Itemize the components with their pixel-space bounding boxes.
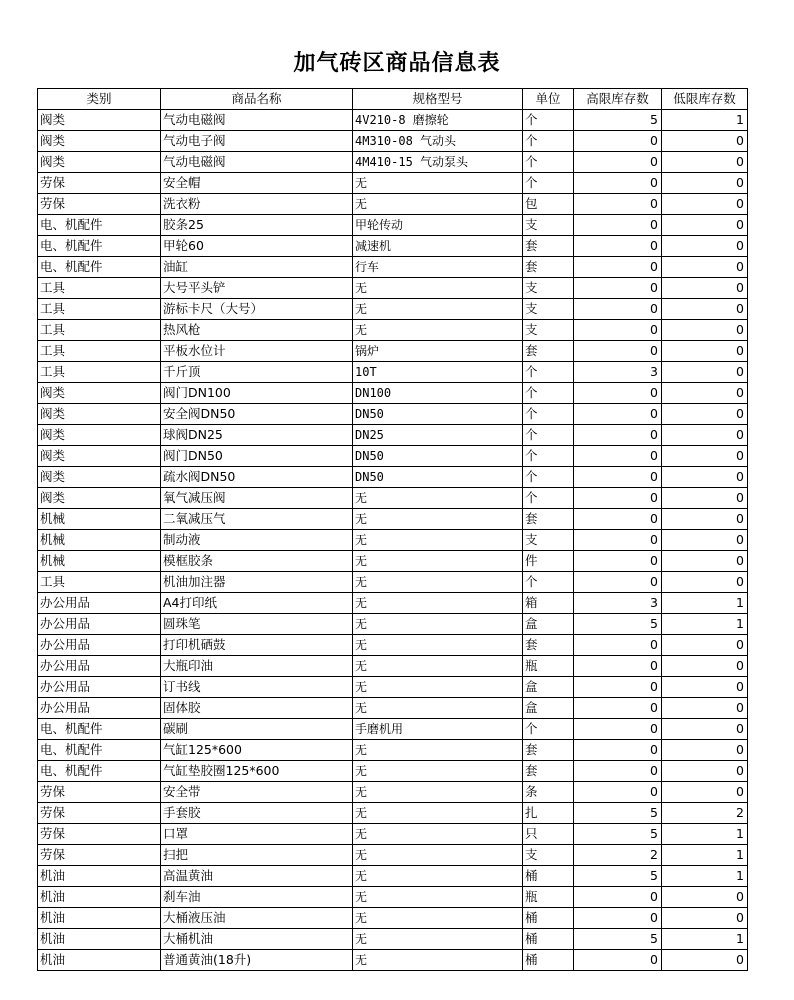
min-stock-cell: 0 [662,677,748,698]
min-stock-cell: 0 [662,740,748,761]
table-row [38,845,748,866]
product-name-cell: 阀门DN50 [161,446,353,467]
spec-cell: 无 [353,488,523,509]
unit-cell: 个 [523,446,574,467]
min-stock-cell: 0 [662,887,748,908]
table-row [38,929,748,950]
max-stock-cell: 0 [574,257,662,278]
max-stock-cell: 0 [574,446,662,467]
category-cell: 工具 [38,278,161,299]
table-row [38,719,748,740]
spec-cell: 减速机 [353,236,523,257]
table-row [38,782,748,803]
table-row [38,908,748,929]
table-row [38,320,748,341]
unit-cell: 个 [523,110,574,131]
category-cell: 电、机配件 [38,215,161,236]
unit-cell: 个 [523,572,574,593]
spec-cell: 无 [353,320,523,341]
inventory-table [37,88,748,971]
spec-cell: 无 [353,572,523,593]
spec-cell: 无 [353,530,523,551]
min-stock-cell: 0 [662,173,748,194]
max-stock-cell: 0 [574,131,662,152]
product-name-cell: 安全帽 [161,173,353,194]
col-header-min-stock: 低限库存数 [662,89,748,110]
product-name-cell: 碳刷 [161,719,353,740]
table-row [38,467,748,488]
max-stock-cell: 5 [574,824,662,845]
max-stock-cell: 0 [574,740,662,761]
max-stock-cell: 0 [574,425,662,446]
table-row [38,446,748,467]
max-stock-cell: 5 [574,614,662,635]
max-stock-cell: 0 [574,950,662,971]
min-stock-cell: 0 [662,908,748,929]
category-cell: 机油 [38,887,161,908]
category-cell: 办公用品 [38,698,161,719]
category-cell: 电、机配件 [38,761,161,782]
product-name-cell: 模框胶条 [161,551,353,572]
product-name-cell: 手套胶 [161,803,353,824]
unit-cell: 瓶 [523,887,574,908]
min-stock-cell: 0 [662,467,748,488]
table-row [38,509,748,530]
category-cell: 阀类 [38,131,161,152]
product-name-cell: 固体胶 [161,698,353,719]
unit-cell: 件 [523,551,574,572]
min-stock-cell: 0 [662,509,748,530]
unit-cell: 个 [523,488,574,509]
col-header-product-name: 商品名称 [161,89,353,110]
min-stock-cell: 0 [662,341,748,362]
spec-cell: 无 [353,173,523,194]
min-stock-cell: 1 [662,866,748,887]
min-stock-cell: 0 [662,362,748,383]
table-row [38,236,748,257]
unit-cell: 只 [523,824,574,845]
product-name-cell: 游标卡尺（大号） [161,299,353,320]
product-name-cell: 热风枪 [161,320,353,341]
table-row [38,698,748,719]
table-row [38,257,748,278]
unit-cell: 盒 [523,698,574,719]
table-row [38,740,748,761]
product-name-cell: 安全阀DN50 [161,404,353,425]
spec-cell: 无 [353,677,523,698]
min-stock-cell: 0 [662,698,748,719]
spec-cell: 无 [353,614,523,635]
spec-cell: 行车 [353,257,523,278]
table-row [38,131,748,152]
table-row [38,425,748,446]
unit-cell: 箱 [523,593,574,614]
col-header-spec: 规格型号 [353,89,523,110]
table-row [38,656,748,677]
col-header-category: 类别 [38,89,161,110]
max-stock-cell: 0 [574,488,662,509]
min-stock-cell: 0 [662,572,748,593]
table-row [38,341,748,362]
category-cell: 电、机配件 [38,236,161,257]
spec-cell: 手磨机用 [353,719,523,740]
category-cell: 工具 [38,299,161,320]
min-stock-cell: 1 [662,824,748,845]
category-cell: 办公用品 [38,593,161,614]
unit-cell: 盒 [523,614,574,635]
min-stock-cell: 0 [662,782,748,803]
unit-cell: 套 [523,509,574,530]
unit-cell: 桶 [523,866,574,887]
min-stock-cell: 0 [662,425,748,446]
table-row [38,572,748,593]
product-name-cell: 洗衣粉 [161,194,353,215]
table-body [38,110,748,971]
min-stock-cell: 0 [662,194,748,215]
unit-cell: 支 [523,299,574,320]
min-stock-cell: 0 [662,278,748,299]
unit-cell: 个 [523,467,574,488]
category-cell: 机油 [38,866,161,887]
product-name-cell: 订书线 [161,677,353,698]
max-stock-cell: 0 [574,236,662,257]
table-row [38,404,748,425]
category-cell: 阀类 [38,488,161,509]
spec-cell: 无 [353,194,523,215]
spec-cell: 4V210-8 磨擦轮 [353,110,523,131]
unit-cell: 包 [523,194,574,215]
category-cell: 办公用品 [38,614,161,635]
spec-cell: 4M310-08 气动头 [353,131,523,152]
max-stock-cell: 0 [574,509,662,530]
max-stock-cell: 0 [574,656,662,677]
table-row [38,215,748,236]
spec-cell: 无 [353,593,523,614]
product-name-cell: 普通黄油(18升) [161,950,353,971]
max-stock-cell: 0 [574,194,662,215]
table-row [38,824,748,845]
product-name-cell: 制动液 [161,530,353,551]
spec-cell: 无 [353,929,523,950]
category-cell: 机油 [38,950,161,971]
category-cell: 劳保 [38,782,161,803]
unit-cell: 个 [523,404,574,425]
unit-cell: 个 [523,131,574,152]
product-name-cell: 气动电子阀 [161,131,353,152]
unit-cell: 支 [523,320,574,341]
product-name-cell: 气动电磁阀 [161,110,353,131]
table-row [38,488,748,509]
min-stock-cell: 0 [662,152,748,173]
min-stock-cell: 1 [662,593,748,614]
min-stock-cell: 0 [662,404,748,425]
spec-cell: 无 [353,803,523,824]
min-stock-cell: 0 [662,719,748,740]
max-stock-cell: 0 [574,152,662,173]
max-stock-cell: 0 [574,719,662,740]
min-stock-cell: 0 [662,215,748,236]
category-cell: 阀类 [38,425,161,446]
product-name-cell: 大号平头铲 [161,278,353,299]
max-stock-cell: 0 [574,320,662,341]
unit-cell: 条 [523,782,574,803]
table-row [38,362,748,383]
table-row [38,194,748,215]
max-stock-cell: 0 [574,698,662,719]
category-cell: 工具 [38,362,161,383]
spec-cell: 无 [353,299,523,320]
product-name-cell: 扫把 [161,845,353,866]
spec-cell: 无 [353,635,523,656]
max-stock-cell: 0 [574,215,662,236]
table-row [38,173,748,194]
product-name-cell: 疏水阀DN50 [161,467,353,488]
product-name-cell: 刹车油 [161,887,353,908]
category-cell: 阀类 [38,404,161,425]
product-name-cell: 甲轮60 [161,236,353,257]
max-stock-cell: 0 [574,530,662,551]
spec-cell: 无 [353,509,523,530]
spec-cell: 无 [353,950,523,971]
unit-cell: 套 [523,635,574,656]
spec-cell: DN50 [353,404,523,425]
max-stock-cell: 0 [574,173,662,194]
spec-cell: 无 [353,887,523,908]
table-row [38,299,748,320]
max-stock-cell: 0 [574,572,662,593]
unit-cell: 个 [523,152,574,173]
category-cell: 机油 [38,929,161,950]
max-stock-cell: 2 [574,845,662,866]
min-stock-cell: 1 [662,845,748,866]
spec-cell: 10T [353,362,523,383]
spec-cell: 无 [353,845,523,866]
product-name-cell: 阀门DN100 [161,383,353,404]
table-row [38,866,748,887]
category-cell: 机油 [38,908,161,929]
category-cell: 电、机配件 [38,719,161,740]
category-cell: 电、机配件 [38,740,161,761]
unit-cell: 套 [523,257,574,278]
category-cell: 劳保 [38,803,161,824]
max-stock-cell: 0 [574,887,662,908]
spec-cell: 无 [353,908,523,929]
max-stock-cell: 5 [574,803,662,824]
spec-cell: DN25 [353,425,523,446]
spec-cell: 4M410-15 气动泵头 [353,152,523,173]
unit-cell: 个 [523,425,574,446]
category-cell: 办公用品 [38,656,161,677]
category-cell: 机械 [38,551,161,572]
min-stock-cell: 0 [662,383,748,404]
table-row [38,950,748,971]
min-stock-cell: 0 [662,950,748,971]
unit-cell: 支 [523,530,574,551]
product-name-cell: 机油加注器 [161,572,353,593]
unit-cell: 支 [523,845,574,866]
col-header-max-stock: 高限库存数 [574,89,662,110]
min-stock-cell: 0 [662,530,748,551]
unit-cell: 桶 [523,908,574,929]
spec-cell: 无 [353,740,523,761]
category-cell: 劳保 [38,845,161,866]
category-cell: 劳保 [38,824,161,845]
product-name-cell: 气缸125*600 [161,740,353,761]
category-cell: 阀类 [38,383,161,404]
unit-cell: 套 [523,341,574,362]
max-stock-cell: 5 [574,929,662,950]
product-name-cell: 氧气减压阀 [161,488,353,509]
col-header-unit: 单位 [523,89,574,110]
min-stock-cell: 0 [662,635,748,656]
product-name-cell: 圆珠笔 [161,614,353,635]
table-row [38,383,748,404]
category-cell: 办公用品 [38,677,161,698]
spec-cell: DN100 [353,383,523,404]
unit-cell: 套 [523,740,574,761]
category-cell: 阀类 [38,467,161,488]
table-row [38,110,748,131]
category-cell: 电、机配件 [38,257,161,278]
product-name-cell: 二氧减压气 [161,509,353,530]
min-stock-cell: 0 [662,257,748,278]
unit-cell: 个 [523,719,574,740]
spec-cell: 无 [353,698,523,719]
page-title: 加气砖区商品信息表 [293,50,501,76]
category-cell: 工具 [38,341,161,362]
max-stock-cell: 0 [574,908,662,929]
unit-cell: 套 [523,761,574,782]
table-row [38,887,748,908]
category-cell: 机械 [38,530,161,551]
unit-cell: 支 [523,215,574,236]
max-stock-cell: 5 [574,866,662,887]
product-name-cell: 气缸垫胶圈125*600 [161,761,353,782]
min-stock-cell: 0 [662,236,748,257]
product-name-cell: 大瓶印油 [161,656,353,677]
product-name-cell: 气动电磁阀 [161,152,353,173]
spec-cell: 锅炉 [353,341,523,362]
category-cell: 机械 [38,509,161,530]
max-stock-cell: 0 [574,341,662,362]
spec-cell: 无 [353,551,523,572]
max-stock-cell: 0 [574,278,662,299]
max-stock-cell: 5 [574,110,662,131]
min-stock-cell: 0 [662,299,748,320]
min-stock-cell: 0 [662,131,748,152]
table-row [38,614,748,635]
max-stock-cell: 0 [574,467,662,488]
product-name-cell: 安全带 [161,782,353,803]
max-stock-cell: 0 [574,551,662,572]
unit-cell: 桶 [523,950,574,971]
min-stock-cell: 0 [662,656,748,677]
max-stock-cell: 0 [574,761,662,782]
spec-cell: 无 [353,761,523,782]
category-cell: 工具 [38,320,161,341]
category-cell: 劳保 [38,173,161,194]
category-cell: 劳保 [38,194,161,215]
max-stock-cell: 0 [574,404,662,425]
min-stock-cell: 0 [662,488,748,509]
table-row [38,530,748,551]
category-cell: 办公用品 [38,635,161,656]
product-name-cell: 球阀DN25 [161,425,353,446]
product-name-cell: 千斤顶 [161,362,353,383]
category-cell: 阀类 [38,110,161,131]
min-stock-cell: 1 [662,110,748,131]
max-stock-cell: 3 [574,362,662,383]
unit-cell: 套 [523,236,574,257]
header-row [38,89,748,110]
table-row [38,761,748,782]
product-name-cell: 大桶机油 [161,929,353,950]
table-row [38,593,748,614]
unit-cell: 个 [523,383,574,404]
min-stock-cell: 0 [662,320,748,341]
table-row [38,551,748,572]
category-cell: 工具 [38,572,161,593]
unit-cell: 桶 [523,929,574,950]
product-name-cell: 胶条25 [161,215,353,236]
product-name-cell: 平板水位计 [161,341,353,362]
max-stock-cell: 0 [574,635,662,656]
spec-cell: 无 [353,824,523,845]
table-row [38,635,748,656]
max-stock-cell: 0 [574,299,662,320]
min-stock-cell: 0 [662,551,748,572]
spec-cell: DN50 [353,446,523,467]
product-name-cell: 打印机硒鼓 [161,635,353,656]
spec-cell: 无 [353,656,523,677]
min-stock-cell: 1 [662,929,748,950]
table-row [38,278,748,299]
table-row [38,803,748,824]
spec-cell: 甲轮传动 [353,215,523,236]
product-name-cell: 高温黄油 [161,866,353,887]
category-cell: 阀类 [38,446,161,467]
min-stock-cell: 0 [662,446,748,467]
table-row [38,677,748,698]
category-cell: 阀类 [38,152,161,173]
product-name-cell: 油缸 [161,257,353,278]
max-stock-cell: 0 [574,677,662,698]
table-row [38,152,748,173]
unit-cell: 个 [523,173,574,194]
unit-cell: 个 [523,362,574,383]
spec-cell: 无 [353,278,523,299]
min-stock-cell: 2 [662,803,748,824]
unit-cell: 支 [523,278,574,299]
max-stock-cell: 0 [574,383,662,404]
unit-cell: 瓶 [523,656,574,677]
product-name-cell: 大桶液压油 [161,908,353,929]
unit-cell: 盒 [523,677,574,698]
max-stock-cell: 3 [574,593,662,614]
min-stock-cell: 0 [662,761,748,782]
min-stock-cell: 1 [662,614,748,635]
max-stock-cell: 0 [574,782,662,803]
spec-cell: 无 [353,782,523,803]
unit-cell: 扎 [523,803,574,824]
spec-cell: DN50 [353,467,523,488]
spec-cell: 无 [353,866,523,887]
product-name-cell: A4打印纸 [161,593,353,614]
product-name-cell: 口罩 [161,824,353,845]
